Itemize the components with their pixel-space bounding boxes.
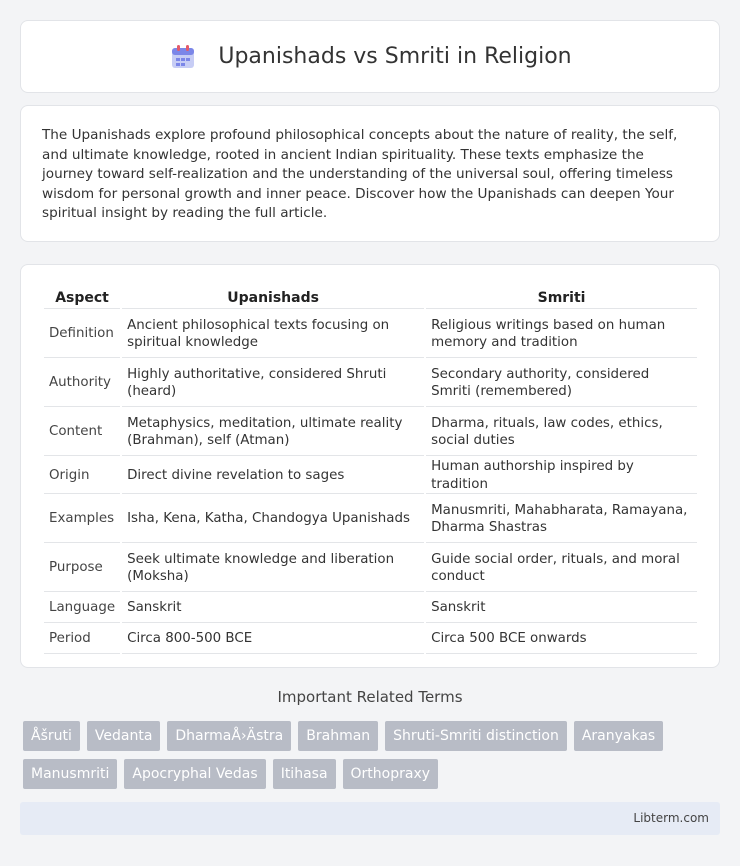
related-terms-heading: Important Related Terms [277,688,463,706]
row-aspect: Content [44,409,120,456]
comparison-table [42,285,699,656]
row-upanishads: Highly authoritative, considered Shruti (heard) [122,360,424,407]
tag-shruti-smriti-distinction[interactable]: Shruti-Smriti distinction [385,721,567,751]
table-row [44,496,697,543]
tag-manusmriti[interactable]: Manusmriti [23,759,117,789]
row-aspect: Purpose [44,545,120,592]
tag-aranyakas[interactable]: Aranyakas [574,721,663,751]
tag-itihasa[interactable]: Itihasa [273,759,336,789]
table-header-row [44,287,697,309]
row-aspect: Origin [44,458,120,494]
row-upanishads: Circa 800-500 BCE [122,625,424,654]
tag-sruti[interactable]: Åšruti [23,721,80,751]
header-upanishads: Upanishads [122,287,424,309]
row-smriti: Circa 500 BCE onwards [426,625,697,654]
row-smriti: Manusmriti, Mahabharata, Ramayana, Dharma Shastras [426,496,697,543]
row-aspect: Definition [44,311,120,358]
comparison-card [20,264,720,668]
row-smriti: Human authorship inspired by tradition [426,458,697,494]
table-row [44,458,697,494]
row-upanishads: Direct divine revelation to sages [122,458,424,494]
tag-apocryphal-vedas[interactable]: Apocryphal Vedas [124,759,265,789]
title-card [20,20,720,93]
row-smriti: Religious writings based on human memory and tradition [426,311,697,358]
row-aspect: Language [44,594,120,623]
row-smriti: Dharma, rituals, law codes, ethics, social duties [426,409,697,456]
footer-site-link[interactable]: Libterm.com [633,811,709,825]
row-upanishads: Metaphysics, meditation, ultimate reality (Brahman), self (Atman) [122,409,424,456]
row-smriti: Secondary authority, considered Smriti (remembered) [426,360,697,407]
table-row [44,625,697,654]
row-upanishads: Isha, Kena, Katha, Chandogya Upanishads [122,496,424,543]
footer [20,802,720,835]
table-row [44,311,697,358]
page-title: Upanishads vs Smriti in Religion [218,44,572,69]
row-upanishads: Sanskrit [122,594,424,623]
related-tags [23,721,703,789]
row-aspect: Period [44,625,120,654]
calendar-icon [168,42,198,72]
header-smriti: Smriti [426,287,697,309]
intro-paragraph: The Upanishads explore profound philosophical concepts about the nature of reality, the self, and ultimate knowledge, rooted in ancient Indian spirituality. These texts emphasize the journey toward self-realization and the understanding of the universal soul, offering timeless wisdom for personal growth and inner peace. Discover how the Upanishads can deepen Your spiritual insight by reading the full article. [42,127,678,222]
table-row [44,545,697,592]
row-upanishads: Seek ultimate knowledge and liberation (Moksha) [122,545,424,592]
row-smriti: Sanskrit [426,594,697,623]
tag-brahman[interactable]: Brahman [298,721,378,751]
intro-card [20,105,720,242]
tag-orthopraxy[interactable]: Orthopraxy [343,759,439,789]
tag-dharmasastra[interactable]: DharmaÅ›Ästra [167,721,291,751]
tag-vedanta[interactable]: Vedanta [87,721,161,751]
row-aspect: Examples [44,496,120,543]
table-row [44,409,697,456]
row-aspect: Authority [44,360,120,407]
table-row [44,594,697,623]
table-row [44,360,697,407]
row-upanishads: Ancient philosophical texts focusing on spiritual knowledge [122,311,424,358]
header-aspect: Aspect [44,287,120,309]
row-smriti: Guide social order, rituals, and moral conduct [426,545,697,592]
title-wrap [21,21,719,92]
